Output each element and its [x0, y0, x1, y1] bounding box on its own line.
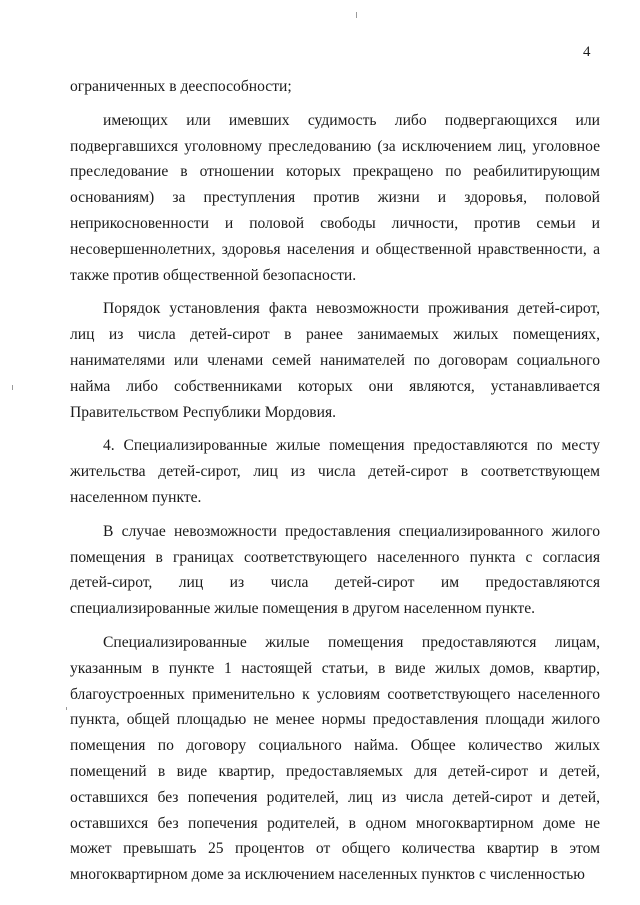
paragraph: ограниченных в дееспособности;: [70, 78, 292, 95]
scan-mark: [66, 707, 67, 710]
paragraph: 4. Специализированные жилые помещения предоставляются по месту жительства детей-сирот, лиц из числа детей-сирот в соответствующем населенном пункте.: [70, 437, 600, 506]
paragraph: Порядок установления факта невозможности проживания детей-сирот, лиц из числа детей-сирот в ранее занимаемых жилых помещениях, нанимателями или членами семей нанимателей по договорам социального найма либо собственниками которых они являются, устанавливается Правительством Республики Мордовия.: [70, 300, 600, 421]
page-number: 4: [583, 44, 591, 60]
scan-mark: [356, 12, 357, 18]
paragraph: В случае невозможности предоставления специализированного жилого помещения в границах соответствующего населенного пункта с согласия детей-сирот, лиц из числа детей-сирот им предоставляются специализированные жилые помещения в другом населенном пункте.: [70, 522, 600, 618]
scan-mark: [12, 385, 13, 390]
document-body: [70, 74, 600, 896]
paragraph: Специализированные жилые помещения предоставляются лицам, указанным в пункте 1 настоящей статьи, в виде жилых домов, квартир, благоустроенных применительно к условиям соответствующего населенного пункта, общей площадью не менее нормы предоставления площади жилого помещения по договору социального найма. Общее количество жилых помещений в виде квартир, предоставляемых для детей-сирот и детей, оставшихся без попечения родителей, лиц из числа детей-сирот и детей, оставшихся без попечения родителей, в одном многоквартирном доме не может превышать 25 процентов от общего количества квартир в этом многоквартирном доме за исключением населенных пунктов с численностью: [70, 633, 600, 884]
paragraph: имеющих или имевших судимость либо подвергающихся или подвергавшихся уголовному преследованию (за исключением лиц, уголовное преследование в отношении которых прекращено по реабилитирующим основаниям) за преступления против жизни и здоровья, половой неприкосновенности и половой свободы личности, против семьи и несовершеннолетних, здоровья населения и общественной нравственности, а также против общественной безопасности.: [70, 111, 600, 284]
